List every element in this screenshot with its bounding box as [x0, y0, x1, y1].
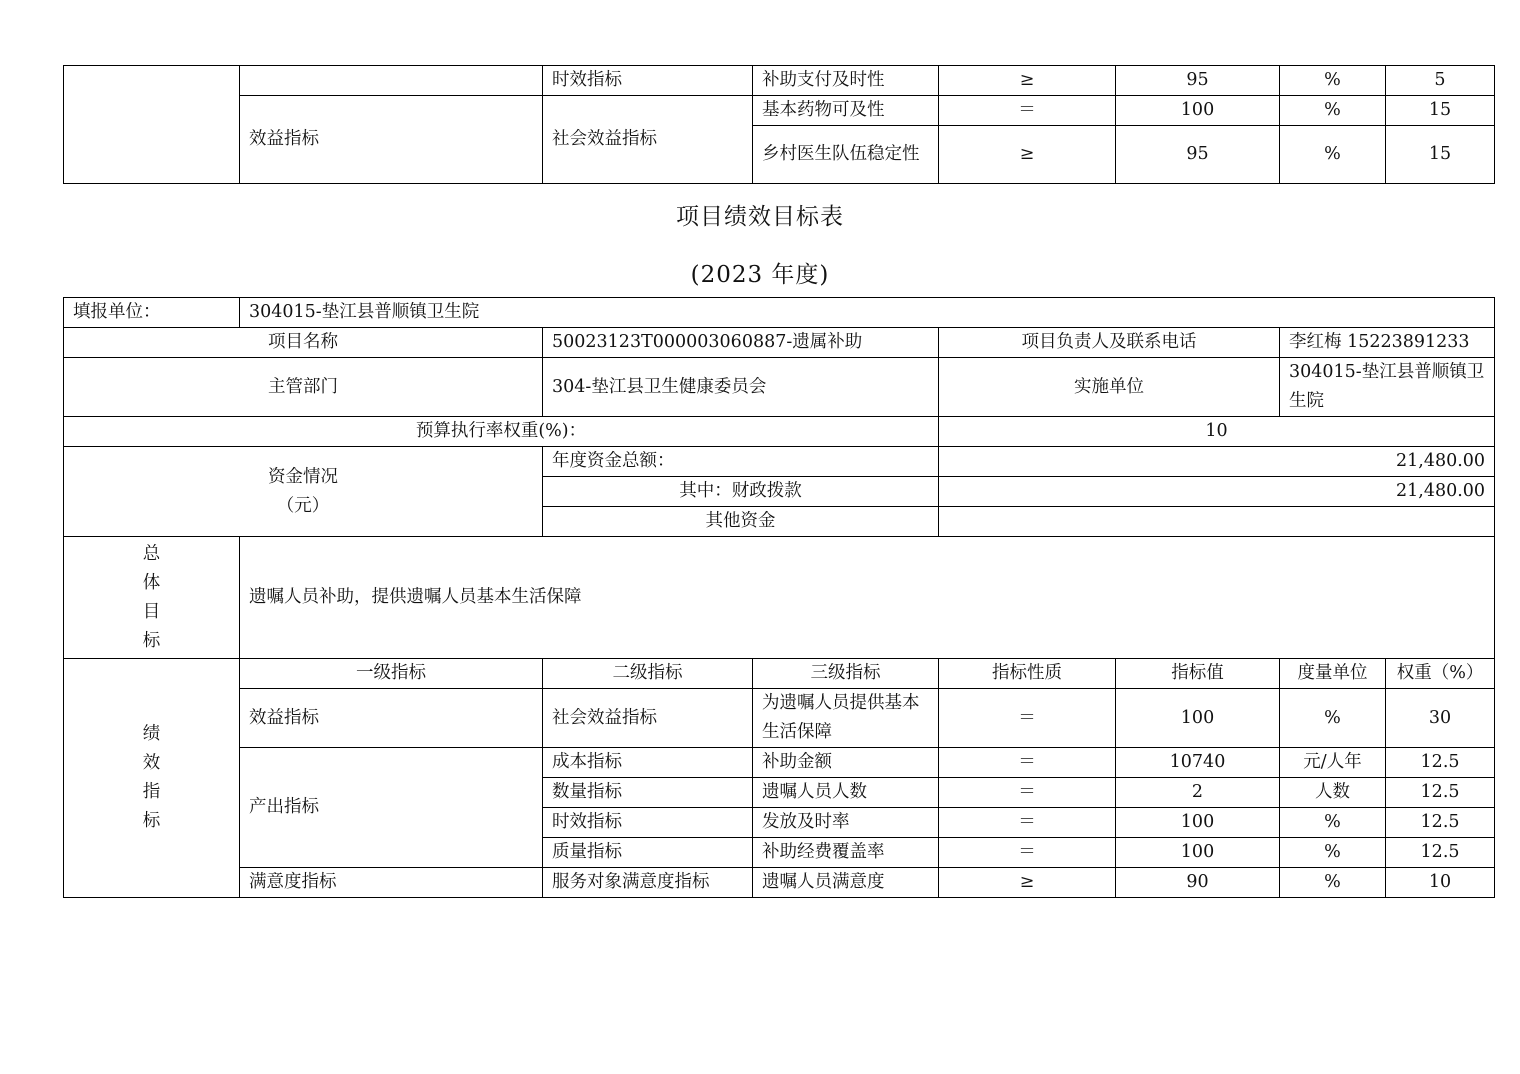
level2-cell: 质量指标 — [543, 838, 753, 868]
nature-cell: ≥ — [939, 66, 1116, 96]
header-level3: 三级指标 — [753, 659, 939, 689]
nature-cell: ＝ — [939, 96, 1116, 126]
previous-indicator-table — [63, 65, 1495, 184]
perf-label-char: 指 — [142, 782, 161, 802]
table-row — [64, 358, 1495, 417]
fiscal-label: 其中：财政拨款 — [543, 477, 939, 507]
impl-label: 实施单位 — [939, 358, 1280, 417]
page-subtitle-year: (2023 年度) — [690, 262, 830, 288]
project-name-value: 50023123T000003060887-遗属补助 — [543, 328, 939, 358]
table-row — [64, 689, 1495, 748]
performance-target-table — [63, 297, 1495, 898]
dept-value: 304-垫江县卫生健康委员会 — [543, 358, 939, 417]
nature-cell: ＝ — [939, 748, 1116, 778]
table-row — [64, 868, 1495, 898]
level3-cell: 遗嘱人员人数 — [753, 778, 939, 808]
level3-cell: 补助金额 — [753, 748, 939, 778]
fiscal-value: 21,480.00 — [939, 477, 1495, 507]
level1-cell: 效益指标 — [240, 96, 543, 184]
goal-label-char: 目 — [142, 601, 161, 622]
goal-label-char: 总 — [142, 543, 161, 564]
level2-cell: 服务对象满意度指标 — [543, 868, 753, 898]
value-cell: 100 — [1116, 96, 1280, 126]
funds-label — [64, 447, 543, 537]
weight-cell: 10 — [1386, 868, 1495, 898]
contact-label: 项目负责人及联系电话 — [939, 328, 1280, 358]
table-row — [64, 298, 1495, 328]
nature-cell: ＝ — [939, 689, 1116, 748]
nature-cell: ＝ — [939, 778, 1116, 808]
level2-cell: 社会效益指标 — [543, 689, 753, 748]
contact-value: 李红梅 15223891233 — [1280, 328, 1495, 358]
table-row — [64, 537, 1495, 659]
filler-value: 304015-垫江县普顺镇卫生院 — [240, 298, 1495, 328]
nature-cell: ＝ — [939, 808, 1116, 838]
header-level2: 二级指标 — [543, 659, 753, 689]
level3-cell: 遗嘱人员满意度 — [753, 868, 939, 898]
overall-goal-label — [64, 537, 240, 659]
level3-cell: 发放及时率 — [753, 808, 939, 838]
weight-cell: 15 — [1386, 126, 1495, 184]
blank-cell — [240, 66, 543, 96]
table-row — [64, 66, 1495, 96]
other-funds-label: 其他资金 — [543, 507, 939, 537]
value-cell: 90 — [1116, 868, 1280, 898]
value-cell: 2 — [1116, 778, 1280, 808]
table-row — [64, 748, 1495, 778]
unit-cell: 人数 — [1280, 778, 1386, 808]
annual-total-label: 年度资金总额： — [543, 447, 939, 477]
value-cell: 100 — [1116, 838, 1280, 868]
budget-rate-label: 预算执行率权重(%)： — [64, 417, 939, 447]
level2-cell: 时效指标 — [543, 66, 753, 96]
perf-label-char: 标 — [142, 811, 161, 831]
level1-cell: 效益指标 — [240, 689, 543, 748]
table-row — [64, 417, 1495, 447]
value-cell: 100 — [1116, 689, 1280, 748]
level3-cell: 乡村医生队伍稳定性 — [753, 126, 939, 184]
goal-label-char: 体 — [142, 572, 161, 593]
level2-cell: 社会效益指标 — [543, 96, 753, 184]
weight-cell: 12.5 — [1386, 778, 1495, 808]
unit-cell: % — [1280, 126, 1386, 184]
overall-goal-text: 遗嘱人员补助，提供遗嘱人员基本生活保障 — [240, 537, 1495, 659]
weight-cell: 5 — [1386, 66, 1495, 96]
unit-cell: % — [1280, 96, 1386, 126]
level3-cell: 补助支付及时性 — [753, 66, 939, 96]
blank-cell — [64, 66, 240, 184]
unit-cell: % — [1280, 66, 1386, 96]
table-row — [64, 659, 1495, 689]
header-value: 指标值 — [1116, 659, 1280, 689]
budget-rate-value: 10 — [939, 417, 1495, 447]
unit-cell: % — [1280, 838, 1386, 868]
level3-cell: 基本药物可及性 — [753, 96, 939, 126]
unit-cell: % — [1280, 689, 1386, 748]
perf-label-char: 效 — [142, 753, 161, 773]
dept-label: 主管部门 — [64, 358, 543, 417]
value-cell: 95 — [1116, 126, 1280, 184]
unit-cell: % — [1280, 868, 1386, 898]
header-level1: 一级指标 — [240, 659, 543, 689]
nature-cell: ＝ — [939, 838, 1116, 868]
page-title: 项目绩效目标表 — [676, 204, 844, 230]
level3-cell: 补助经费覆盖率 — [753, 838, 939, 868]
impl-value: 304015-垫江县普顺镇卫生院 — [1280, 358, 1495, 417]
level1-cell: 满意度指标 — [240, 868, 543, 898]
filler-label: 填报单位： — [64, 298, 240, 328]
weight-cell: 12.5 — [1386, 748, 1495, 778]
performance-indicators-label — [64, 659, 240, 898]
header-weight: 权重（%） — [1386, 659, 1495, 689]
value-cell: 95 — [1116, 66, 1280, 96]
header-nature: 指标性质 — [939, 659, 1116, 689]
project-name-label: 项目名称 — [64, 328, 543, 358]
level1-cell: 产出指标 — [240, 748, 543, 868]
other-funds-value — [939, 507, 1495, 537]
weight-cell: 12.5 — [1386, 808, 1495, 838]
unit-cell: 元/人年 — [1280, 748, 1386, 778]
weight-cell: 15 — [1386, 96, 1495, 126]
goal-label-char: 标 — [142, 630, 161, 651]
annual-total-value: 21,480.00 — [939, 447, 1495, 477]
weight-cell: 12.5 — [1386, 838, 1495, 868]
level3-cell: 为遗嘱人员提供基本生活保障 — [753, 689, 939, 748]
nature-cell: ≥ — [939, 126, 1116, 184]
unit-cell: % — [1280, 808, 1386, 838]
weight-cell: 30 — [1386, 689, 1495, 748]
value-cell: 10740 — [1116, 748, 1280, 778]
header-unit: 度量单位 — [1280, 659, 1386, 689]
level2-cell: 数量指标 — [543, 778, 753, 808]
level2-cell: 成本指标 — [543, 748, 753, 778]
funds-label-line1: 资金情况 — [268, 466, 338, 487]
perf-label-char: 绩 — [142, 724, 161, 744]
funds-label-line2: （元） — [276, 495, 330, 516]
table-row — [64, 96, 1495, 126]
table-row — [64, 328, 1495, 358]
table-row — [64, 447, 1495, 477]
value-cell: 100 — [1116, 808, 1280, 838]
level2-cell: 时效指标 — [543, 808, 753, 838]
nature-cell: ≥ — [939, 868, 1116, 898]
